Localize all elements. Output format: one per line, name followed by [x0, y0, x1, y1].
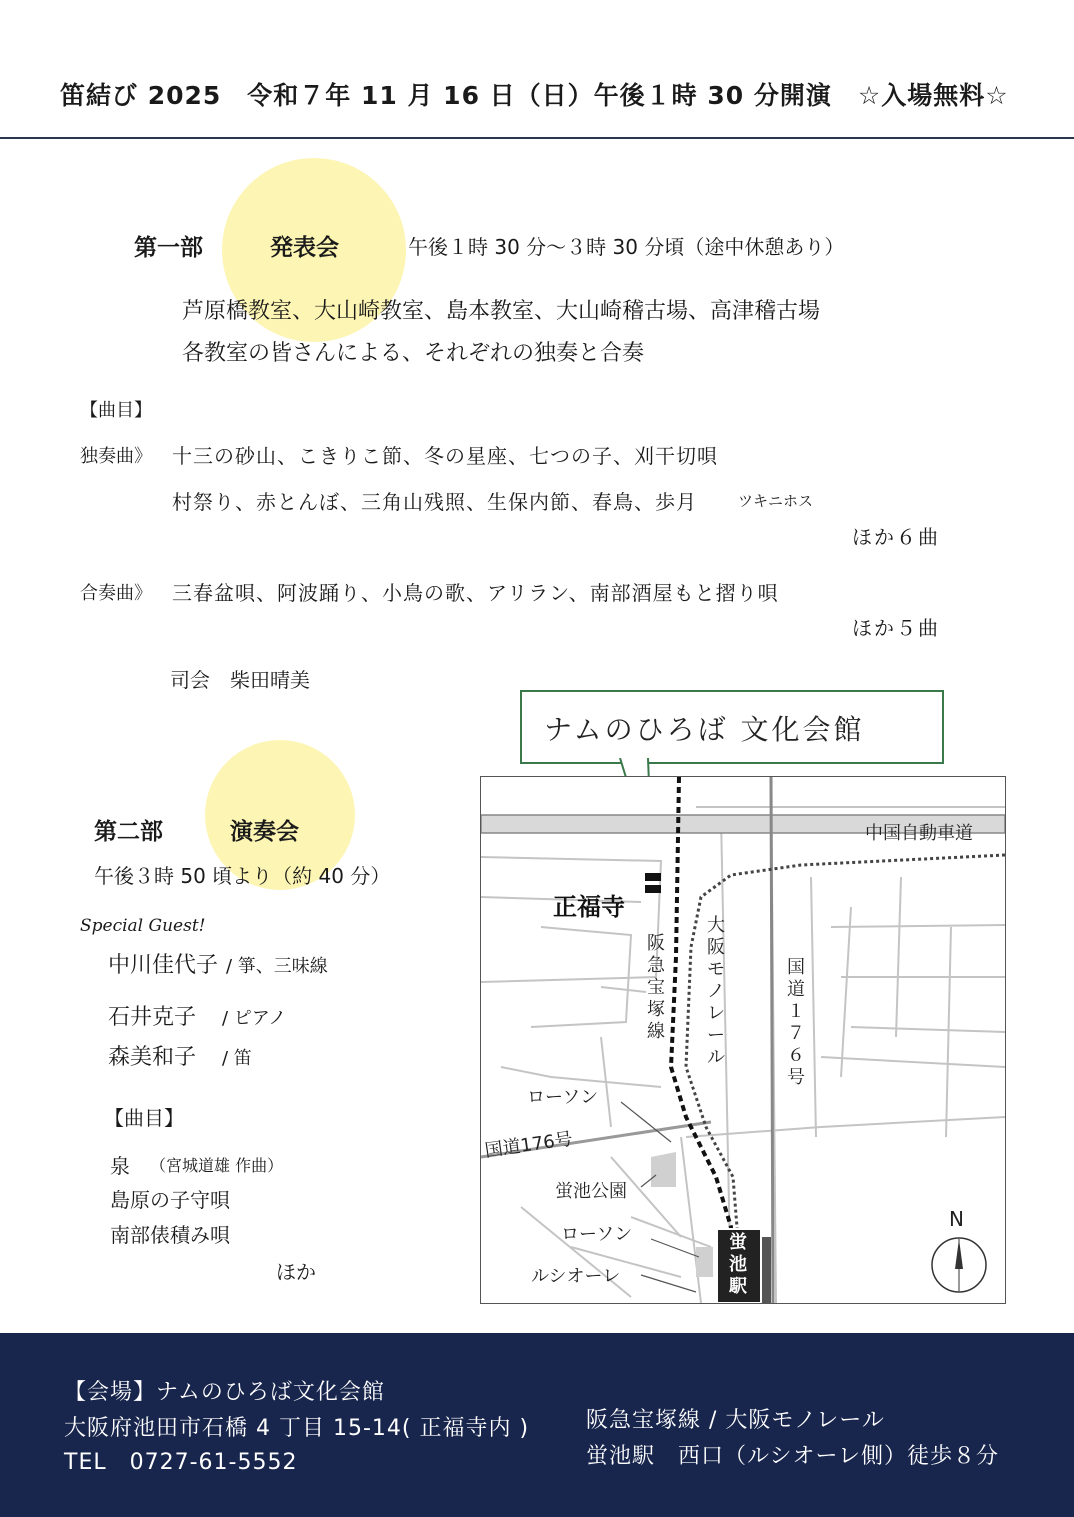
map-label-route176-vertical: 国道１７６号: [787, 957, 805, 1088]
map-label-lawson: ローソン: [561, 1224, 633, 1245]
part1-title: 発表会: [270, 235, 339, 261]
guest-role: / ピアノ: [222, 1008, 287, 1029]
piece-title: 南部俵積み唄: [110, 1223, 230, 1247]
compass-north-label: N: [949, 1207, 964, 1231]
part2-title: 演奏会: [230, 819, 299, 845]
guest-name: 中川佳代子: [108, 953, 219, 978]
map-label-monorail: 大阪モノレール: [707, 915, 725, 1068]
map-label-hankyu: 阪急宝塚線: [647, 933, 665, 1042]
header-divider: [0, 137, 1074, 139]
footer-access-lines: 阪急宝塚線 / 大阪モノレール: [586, 1408, 885, 1433]
guest-name: 石井克子: [108, 1005, 197, 1030]
ensemble-more: ほか５曲: [852, 616, 940, 640]
map-label-route176: 国道176号: [483, 1128, 574, 1162]
piece-note: （宮城道雄 作曲）: [150, 1156, 284, 1175]
part1-program-label: 【曲目】: [80, 400, 152, 421]
footer-venue: 【会場】ナムのひろば文化会館: [64, 1380, 385, 1405]
piece-title: 泉: [110, 1154, 130, 1178]
special-guest-label: Special Guest!: [80, 916, 206, 936]
map-label-park: 蛍池公園: [555, 1181, 627, 1202]
footer-tel: TEL 0727-61-5552: [64, 1450, 298, 1475]
map-label-lawson: ローソン: [527, 1087, 599, 1108]
part2-program-label: 【曲目】: [104, 1106, 184, 1130]
footer-access-walk: 蛍池駅 西口（ルシオーレ側）徒歩８分: [586, 1444, 1000, 1469]
footer-venue-info: [0, 1333, 1074, 1517]
guest-role: / 笛: [222, 1048, 252, 1069]
piece-title: 島原の子守唄: [110, 1188, 230, 1212]
part1-label: 第一部: [134, 235, 203, 261]
callout-label: ナムのひろば 文化会館: [544, 713, 865, 746]
ensemble-list: 三春盆唄、阿波踊り、小鳥の歌、アリラン、南部酒屋もと摺り唄: [172, 581, 779, 605]
footer-address: 大阪府池田市石橋 4 丁目 15-14( 正福寺内 ): [64, 1416, 530, 1441]
ensemble-label: 合奏曲》: [80, 583, 152, 604]
solo-list-line1: 十三の砂山、こきりこ節、冬の星座、七つの子、刈干切唄: [172, 444, 718, 468]
header-title: 笛結び 2025 令和７年 11 月 16 日（日）午後１時 30 分開演 ☆入場無料☆: [60, 81, 1009, 110]
mc-name: 司会 柴田晴美: [170, 668, 310, 692]
part2-label: 第二部: [94, 819, 163, 845]
solo-more: ほか６曲: [852, 525, 940, 549]
map-label-station: 蛍池駅: [729, 1232, 747, 1297]
map-label-lucioile: ルシオーレ: [531, 1266, 621, 1287]
access-map: [480, 776, 1006, 1304]
part2-time: 午後３時 50 頃より（約 40 分）: [94, 864, 391, 888]
solo-ruby: ツキニホス: [738, 492, 814, 510]
guest-role: / 箏、三味線: [226, 956, 328, 977]
map-venue-callout: [520, 690, 944, 764]
guest-name: 森美和子: [108, 1045, 197, 1070]
map-roads: [481, 777, 1005, 1303]
part1-description: 各教室の皆さんによる、それぞれの独奏と合奏: [182, 341, 645, 366]
part2-more: ほか: [276, 1260, 316, 1284]
part1-classrooms: 芦原橋教室、大山崎教室、島本教室、大山崎稽古場、高津稽古場: [182, 299, 821, 324]
map-label-temple: 正福寺: [553, 893, 625, 921]
map-label-expressway: 中国自動車道: [865, 823, 973, 844]
part1-time: 午後１時 30 分～３時 30 分頃（途中休憩あり）: [408, 235, 845, 259]
solo-label: 独奏曲》: [80, 446, 152, 467]
solo-list-line2: 村祭り、赤とんぼ、三角山残照、生保内節、春鳥、歩月: [172, 490, 697, 514]
